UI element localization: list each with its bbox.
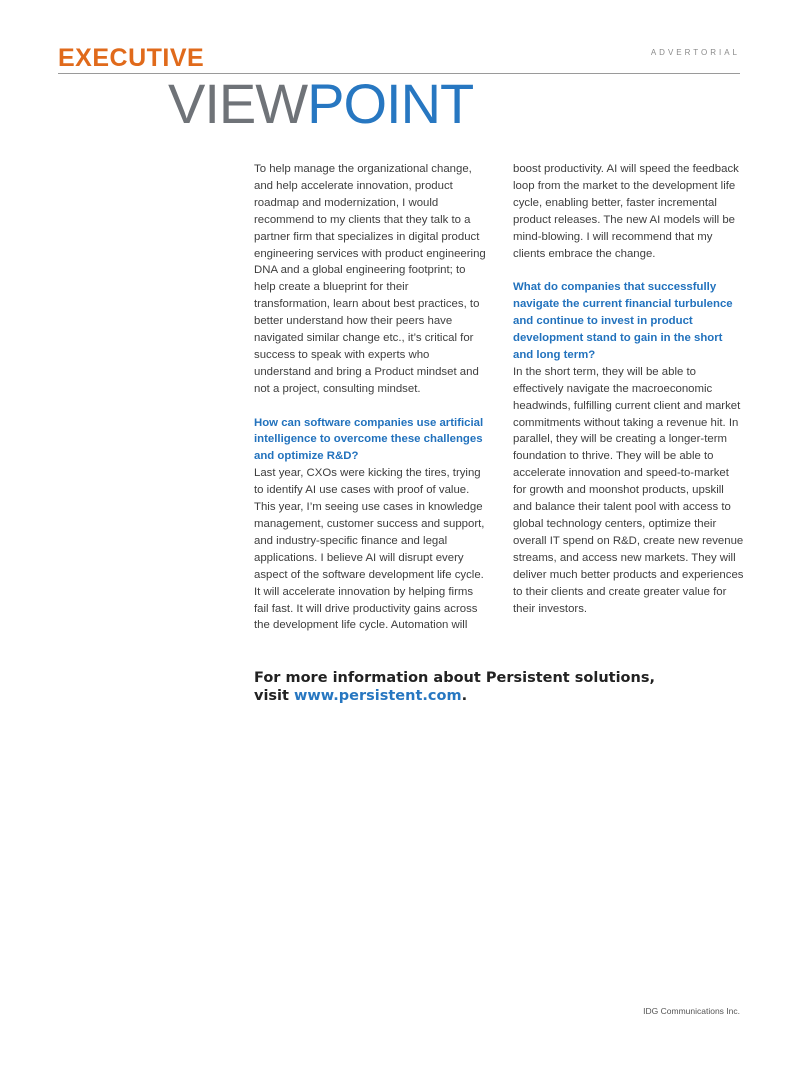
left-paragraph-1: To help manage the organizational change, and help accelerate innovation, product roadmap and modernization, I would recommend to my clients that they talk to a partner firm that specializes in digital product engineering services with product engineering DNA and a global engineering footprint; to help create a blueprint for their transformation, learn about best practices, to better understand how their peers have navigated similar change etc., it’s critical for success to speak with experts who understand and bring a Product mindset and not a project, consulting mindset. [254,163,486,395]
title-viewpoint [168,74,473,134]
call-to-action [254,670,674,705]
footer-company: IDG Communications Inc. [643,1006,740,1016]
cta-line-2 [254,688,674,706]
cta-period: . [461,687,468,704]
cta-line-1: For more information about Persistent solutions, [254,670,655,686]
cta-visit: visit [254,687,295,704]
advertorial-label: ADVERTORIAL [650,48,740,57]
title-executive: EXECUTIVE [58,44,205,72]
right-column [513,161,745,617]
left-column [254,161,486,634]
title-view: VIEW [168,72,308,135]
right-paragraph-2: In the short term, they will be able to effectively navigate the macroeconomic headwinds, fulfilling current client and market commitments without taking a revenue hit. In parallel, they will be creating a longer-term foundation to thrive. They will be able to accelerate innovation and speed-to-market for growth and moonshot products, upskill and balance their talent pool with access to global technology centers, optimize their overall IT spend on R&D, create new revenue streams, and access new markets. They will deliver much better products and experiences to their clients and create greater value for their investors. [513,365,744,615]
title-point: POINT [307,72,474,135]
question-2: What do companies that successfully navigate the current financial turbulence and continue to invest in product development stand to gain in the short and long term? [513,281,733,361]
question-1: How can software companies use artificial intelligence to overcome these challenges and optimize R&D? [254,416,484,463]
right-paragraph-1: boost productivity. AI will speed the feedback loop from the market to the development life cycle, enabling better, faster incremental product releases. The new AI models will be mind-blowing. I will recommend that my clients embrace the change. [513,163,739,260]
left-paragraph-2: Last year, CXOs were kicking the tires, trying to identify AI use cases with proof of value. This year, I’m seeing use cases in knowledge management, customer success and support, and industry-specific finance and legal applications. I believe AI will disrupt every aspect of the software development life cycle. It will accelerate innovation by helping firms fail fast. It will drive productivity gains across the development life cycle. Automation will [254,467,485,632]
persistent-link[interactable]: www.persistent.com [294,687,462,704]
